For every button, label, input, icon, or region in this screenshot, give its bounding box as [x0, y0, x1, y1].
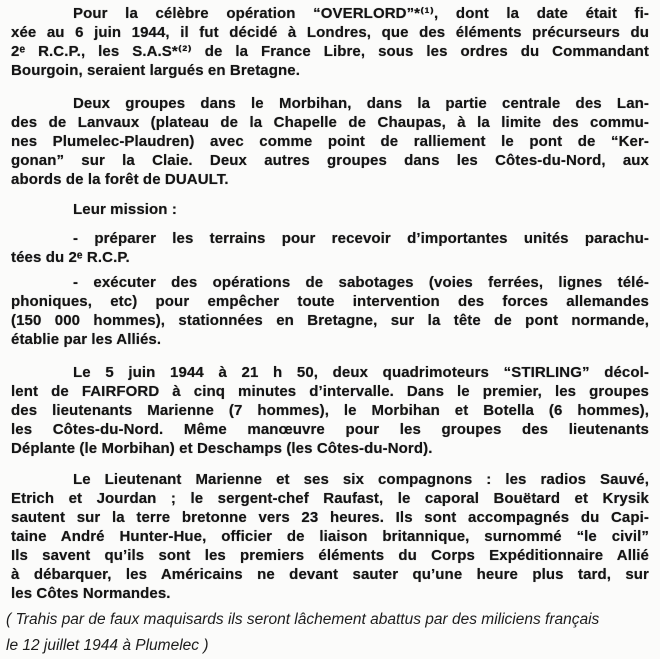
paragraph: [11, 94, 649, 189]
text-line: Etrich et Jourdan ; le sergent-chef Raufast, le caporal Bouëtard et Krysik: [11, 490, 649, 507]
text-line: (150 000 hommes), stationnées en Bretagne, sur la tête de pont normande,: [11, 312, 649, 329]
paragraph: [11, 4, 649, 80]
text-line: xée au 6 juin 1944, il fut décidé à Londres, que des éléments précurseurs du: [11, 24, 649, 41]
text-line: des de Lanvaux (plateau de la Chapelle de Chaupas, à la limite des commu-: [11, 114, 649, 131]
text-line: établie par les Alliés.: [11, 331, 162, 348]
text-line: des lieutenants Marienne (7 hommes), le Morbihan et Botella (6 hommes),: [11, 402, 649, 419]
text-line: nes Plumelec-Plaudren) avec comme point de ralliement le pont de “Ker-: [11, 133, 649, 150]
text-line: sautent sur la terre bretonne vers 23 heures. Ils sont accompagnés du Capi-: [11, 509, 649, 526]
text-line: phoniques, etc) pour empêcher toute intervention des forces allemandes: [11, 293, 649, 310]
text-line: Bourgoin, seraient largués en Bretagne.: [11, 62, 300, 79]
text-line: Pour la célèbre opération “OVERLORD”*⁽¹⁾, dont la date était fi-: [73, 5, 649, 22]
text-line: Déplante (le Morbihan) et Deschamps (les Côtes-du-Nord).: [11, 440, 433, 457]
text-line: taine André Hunter-Hue, officier de liaison britannique, surnommé “le civil”: [11, 528, 649, 545]
paragraph: [11, 363, 649, 458]
document-body: [11, 4, 649, 603]
text-line: Ils savent qu’ils sont les premiers éléments du Corps Expéditionnaire Allié: [11, 547, 649, 564]
paragraph: [11, 229, 649, 267]
text-line: tées du 2ᵉ R.C.P.: [11, 249, 130, 266]
text-line: à débarquer, les Américains ne devant sauter qu’une heure plus tard, sur: [11, 566, 649, 583]
text-line: les Côtes Normandes.: [11, 585, 171, 602]
paragraph: [11, 200, 649, 219]
caption-line: le 12 juillet 1944 à Plumelec ): [6, 637, 209, 654]
text-line: abords de la forêt de DUAULT.: [11, 171, 229, 188]
text-line: Le Lieutenant Marienne et ses six compagnons : les radios Sauvé,: [73, 471, 649, 488]
text-line: - préparer les terrains pour recevoir d’importantes unités parachu-: [73, 230, 649, 247]
paragraph: [11, 470, 649, 603]
text-line: 2ᵉ R.C.P., les S.A.S*⁽²⁾ de la France Libre, sous les ordres du Commandant: [11, 43, 649, 60]
paragraph: [11, 273, 649, 349]
text-line: lent de FAIRFORD à cinq minutes d’intervalle. Dans le premier, les groupes: [11, 383, 649, 400]
caption: [6, 607, 649, 659]
text-line: Leur mission :: [73, 201, 177, 218]
text-line: Le 5 juin 1944 à 21 h 50, deux quadrimoteurs “STIRLING” décol-: [73, 364, 649, 381]
text-line: - exécuter des opérations de sabotages (voies ferrées, lignes télé-: [73, 274, 649, 291]
caption-line: ( Trahis par de faux maquisards ils seront lâchement abattus par des miliciens français: [6, 611, 600, 628]
text-line: gonan” sur la Claie. Deux autres groupes dans les Côtes-du-Nord, aux: [11, 152, 649, 169]
text-line: les Côtes-du-Nord. Même manœuvre pour les groupes des lieutenants: [11, 421, 649, 438]
text-line: Deux groupes dans le Morbihan, dans la partie centrale des Lan-: [73, 95, 649, 112]
